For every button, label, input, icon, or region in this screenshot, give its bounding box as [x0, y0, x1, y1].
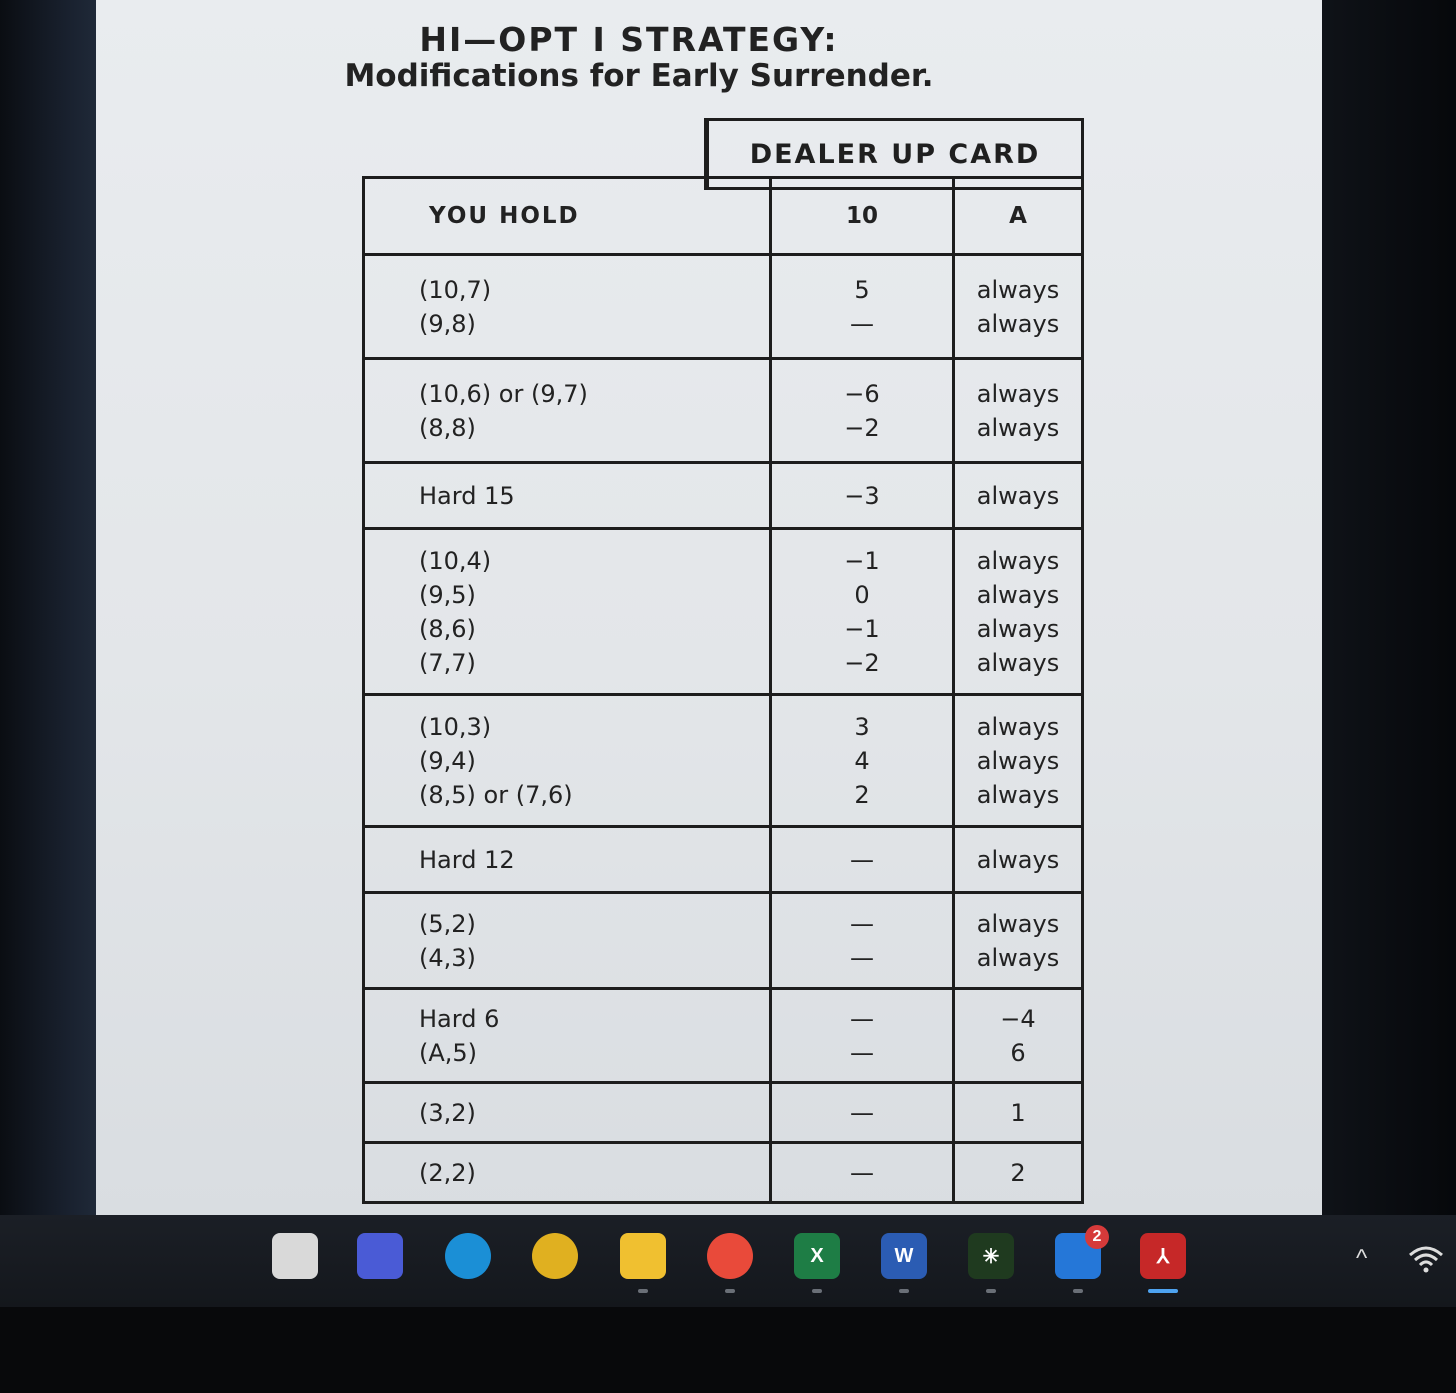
ten-cell	[771, 359, 954, 463]
table-row	[364, 695, 1083, 827]
running-indicator	[1073, 1289, 1083, 1293]
hand-cell	[364, 529, 771, 695]
ten-cell	[771, 695, 954, 827]
col-ten: 10	[771, 178, 954, 255]
hand-cell	[364, 463, 771, 529]
ace-cell-line: always	[976, 379, 1060, 408]
ten-cell-line: —	[850, 845, 874, 874]
table-row	[364, 255, 1083, 359]
ace-cell-line: always	[976, 481, 1060, 510]
strategy-table	[362, 176, 1084, 1204]
ten-cell-line: —	[850, 309, 874, 338]
show-hidden-icons-chevron-icon[interactable]: ^	[1356, 1245, 1368, 1272]
table-row	[364, 1143, 1083, 1203]
hand-cell-line: Hard 15	[419, 481, 515, 510]
table-row	[364, 529, 1083, 695]
ace-cell-line: always	[976, 413, 1060, 442]
running-indicator	[638, 1289, 648, 1293]
wifi-icon[interactable]	[1408, 1245, 1444, 1280]
document-viewer	[96, 0, 1322, 1215]
hand-cell-line: (10,6) or (9,7)	[419, 379, 588, 408]
ace-cell-line: always	[976, 746, 1060, 775]
task-view-icon[interactable]	[272, 1233, 318, 1279]
ace-cell	[954, 359, 1083, 463]
running-indicator	[812, 1289, 822, 1293]
col-you-hold: YOU HOLD	[364, 178, 771, 255]
ace-cell-line: always	[976, 648, 1060, 677]
hand-cell-line: (2,2)	[419, 1158, 476, 1187]
app-green-icon[interactable]: ✳	[968, 1233, 1014, 1279]
hand-cell-line: (9,5)	[419, 580, 476, 609]
chrome-icon[interactable]	[532, 1233, 578, 1279]
dealer-up-card-header: DEALER UP CARD	[704, 118, 1084, 190]
hand-cell	[364, 989, 771, 1083]
ace-cell-line: always	[976, 614, 1060, 643]
hand-cell-line: (4,3)	[419, 943, 476, 972]
ace-cell	[954, 529, 1083, 695]
hand-cell-line: (9,8)	[419, 309, 476, 338]
hand-cell-line: (10,7)	[419, 275, 492, 304]
ace-cell-line: always	[976, 309, 1060, 338]
ace-cell-line: always	[976, 275, 1060, 304]
ten-cell	[771, 463, 954, 529]
excel-icon[interactable]: X	[794, 1233, 840, 1279]
hand-cell	[364, 255, 771, 359]
hand-cell-line: (3,2)	[419, 1098, 476, 1127]
ten-cell	[771, 893, 954, 989]
table-row	[364, 359, 1083, 463]
hand-cell-line: (8,5) or (7,6)	[419, 780, 573, 809]
doc-title: HI—OPT I STRATEGY:	[419, 20, 839, 59]
hand-cell-line: (9,4)	[419, 746, 476, 775]
hand-cell-line: Hard 6	[419, 1004, 500, 1033]
ten-cell-line: —	[850, 1038, 874, 1067]
app-blue-icon[interactable]	[1055, 1228, 1102, 1279]
ace-cell	[954, 695, 1083, 827]
table-row	[364, 827, 1083, 893]
ten-cell-line: —	[850, 1004, 874, 1033]
ten-cell-line: —	[850, 1098, 874, 1127]
ace-cell-line: 2	[1010, 1158, 1026, 1187]
chrome-alt-icon[interactable]	[707, 1233, 753, 1279]
ten-cell-line: 0	[854, 580, 870, 609]
ten-cell	[771, 827, 954, 893]
hand-cell	[364, 1083, 771, 1143]
hand-cell	[364, 359, 771, 463]
running-indicator	[1148, 1289, 1178, 1293]
ten-cell-line: −3	[844, 481, 880, 510]
notification-badge: 2	[1085, 1225, 1109, 1249]
zoom-icon[interactable]	[357, 1233, 403, 1279]
ace-cell-line: always	[976, 943, 1060, 972]
ace-cell	[954, 1083, 1083, 1143]
hand-cell-line: (10,3)	[419, 712, 492, 741]
ace-cell	[954, 463, 1083, 529]
ace-cell	[954, 893, 1083, 989]
ten-cell-line: —	[850, 909, 874, 938]
ace-cell	[954, 989, 1083, 1083]
ten-cell-line: −2	[844, 648, 880, 677]
running-indicator	[986, 1289, 996, 1293]
hand-cell-line: (A,5)	[419, 1038, 478, 1067]
ten-cell-line: −1	[844, 546, 880, 575]
hand-cell-line: (10,4)	[419, 546, 492, 575]
ten-cell-line: 4	[854, 746, 870, 775]
taskbar	[0, 1215, 1456, 1307]
acrobat-icon[interactable]: ⅄	[1140, 1233, 1186, 1279]
header-row	[364, 178, 1083, 255]
ace-cell-line: always	[976, 845, 1060, 874]
table-row	[364, 1083, 1083, 1143]
hand-cell	[364, 695, 771, 827]
ten-cell	[771, 989, 954, 1083]
hand-cell	[364, 827, 771, 893]
hand-cell-line: (8,6)	[419, 614, 476, 643]
ten-cell-line: —	[850, 943, 874, 972]
ace-cell	[954, 1143, 1083, 1203]
col-ace: A	[954, 178, 1083, 255]
ten-cell	[771, 1083, 954, 1143]
desk-shadow	[0, 1307, 1456, 1393]
running-indicator	[899, 1289, 909, 1293]
ace-cell-line: always	[976, 546, 1060, 575]
table-row	[364, 463, 1083, 529]
ten-cell-line: —	[850, 1158, 874, 1187]
edge-icon[interactable]	[445, 1233, 491, 1279]
ten-cell	[771, 1143, 954, 1203]
ten-cell-line: −1	[844, 614, 880, 643]
ace-cell	[954, 255, 1083, 359]
ten-cell-line: 3	[854, 712, 870, 741]
ten-cell-line: 5	[854, 275, 870, 304]
ten-cell-line: −6	[844, 379, 880, 408]
ten-cell-line: −2	[844, 413, 880, 442]
table-row	[364, 989, 1083, 1083]
running-indicator	[725, 1289, 735, 1293]
ten-cell	[771, 255, 954, 359]
ace-cell-line: always	[976, 909, 1060, 938]
ten-cell	[771, 529, 954, 695]
hand-cell	[364, 893, 771, 989]
ace-cell	[954, 827, 1083, 893]
hand-cell-line: (7,7)	[419, 648, 476, 677]
word-icon[interactable]: W	[881, 1233, 927, 1279]
hand-cell-line: (8,8)	[419, 413, 476, 442]
ace-cell-line: always	[976, 580, 1060, 609]
file-explorer-icon[interactable]	[620, 1233, 666, 1279]
hand-cell	[364, 1143, 771, 1203]
ace-cell-line: always	[976, 780, 1060, 809]
ace-cell-line: −4	[1000, 1004, 1036, 1033]
hand-cell-line: Hard 12	[419, 845, 515, 874]
hand-cell-line: (5,2)	[419, 909, 476, 938]
ace-cell-line: always	[976, 712, 1060, 741]
ace-cell-line: 6	[1010, 1038, 1026, 1067]
ten-cell-line: 2	[854, 780, 870, 809]
table-row	[364, 893, 1083, 989]
doc-subtitle: Modifications for Early Surrender.	[344, 58, 934, 94]
ace-cell-line: 1	[1010, 1098, 1026, 1127]
